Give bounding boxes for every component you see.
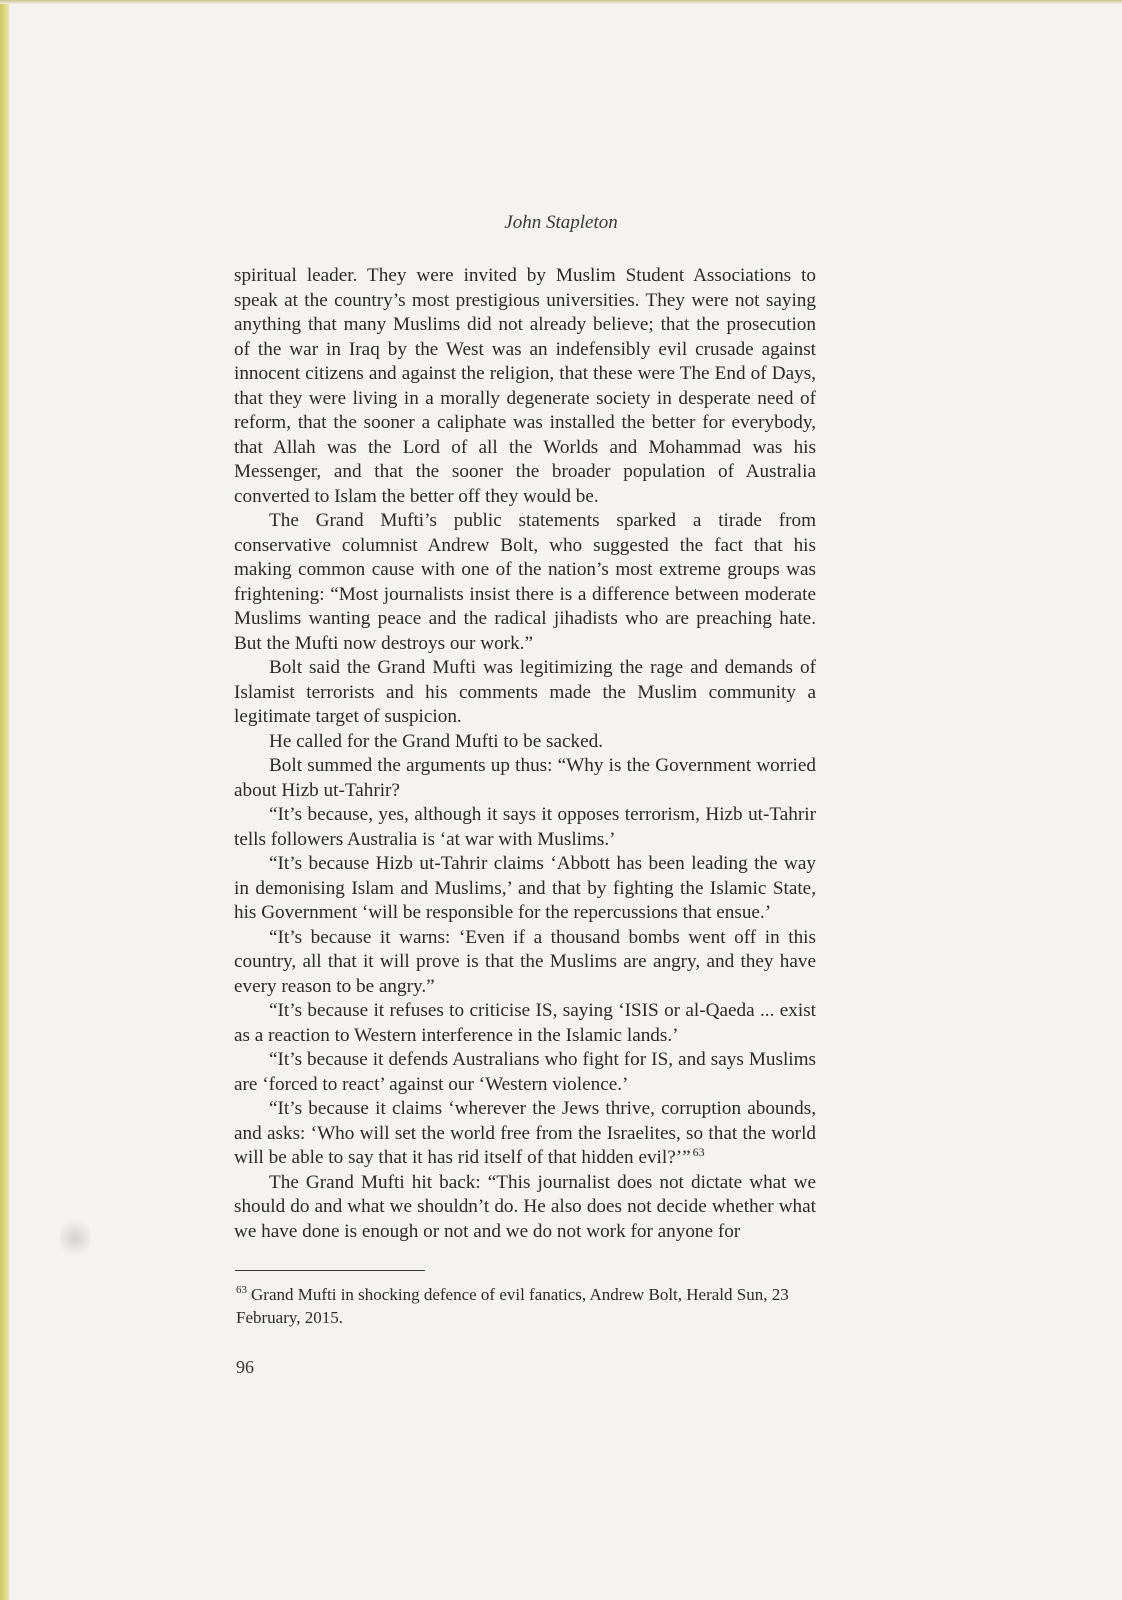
scan-edge-left xyxy=(0,0,9,1600)
paragraph-with-footnote xyxy=(234,1097,816,1171)
paragraph: “It’s because Hizb ut-Tahrir claims ‘Abbott has been leading the way in demonising Islam and Muslims,’ and that by fighting the Islamic State, his Government ‘will be responsible for the repercussions that ensue.’ xyxy=(234,853,816,923)
paragraph: The Grand Mufti hit back: “This journalist does not dictate what we should do and what we shouldn’t do. He also does not decide whether what we have done is enough or not and we do not work for anyone for xyxy=(234,1171,816,1242)
scan-edge-top xyxy=(0,0,1122,4)
paragraph: “It’s because, yes, although it says it opposes terrorism, Hizb ut-Tahrir tells followers Australia is ‘at war with Muslims.’ xyxy=(234,804,816,850)
body-text xyxy=(234,264,816,1244)
scan-smudge xyxy=(60,1216,90,1260)
paragraph: “It’s because it defends Australians who fight for IS, and says Muslims are ‘forced to react’ against our ‘Western violence.’ xyxy=(234,1049,816,1095)
footnote-reference: 63 xyxy=(692,1144,705,1159)
paragraph: He called for the Grand Mufti to be sacked. xyxy=(269,730,604,752)
paragraph-text: “It’s because it claims ‘wherever the Jews thrive, corruption abounds, and asks: ‘Who will set the world free from the Israelites, so that the world will be able to say that it has rid itself of that hidden evil?’” xyxy=(234,1098,816,1168)
running-head: John Stapleton xyxy=(504,212,618,233)
paragraph: spiritual leader. They were invited by Muslim Student Associations to speak at the country’s most prestigious universities. They were not saying anything that many Muslims did not already believe; that the prosecution of the war in Iraq by the West was an indefensibly evil crusade against innocent citizens and against the religion, that these were The End of Days, that they were living in a morally degenerate society in desperate need of reform, that the sooner a caliphate was installed the better for everybody, that Allah was the Lord of all the Worlds and Mohammad was his Messenger, and that the sooner the broader population of Australia converted to Islam the better off they would be. xyxy=(234,265,816,507)
paragraph: Bolt said the Grand Mufti was legitimizing the rage and demands of Islamist terrorists and his comments made the Muslim community a legitimate target of suspicion. xyxy=(234,657,816,727)
footnote-text: Grand Mufti in shocking defence of evil fanatics, Andrew Bolt, Herald Sun, 23 February, 2015. xyxy=(236,1285,789,1327)
page-number: 96 xyxy=(236,1357,254,1377)
paragraph: “It’s because it warns: ‘Even if a thousand bombs went off in this country, all that it will prove is that the Muslims are angry, and they have every reason to be angry.” xyxy=(234,926,816,997)
paragraph: The Grand Mufti’s public statements sparked a tirade from conservative columnist Andrew Bolt, who suggested the fact that his making common cause with one of the nation’s most extreme groups was frightening: “Most journalists insist there is a difference between moderate Muslims wanting peace and the radical jihadists who are preaching hate. But the Mufti now destroys our work.” xyxy=(234,510,816,654)
footnote xyxy=(236,1283,818,1329)
footnote-number: 63 xyxy=(236,1284,247,1297)
footnote-rule xyxy=(235,1270,425,1271)
paragraph: “It’s because it refuses to criticise IS, saying ‘ISIS or al-Qaeda ... exist as a reaction to Western interference in the Islamic lands.’ xyxy=(234,1000,816,1046)
paragraph: Bolt summed the arguments up thus: “Why is the Government worried about Hizb ut-Tahrir? xyxy=(234,755,816,801)
